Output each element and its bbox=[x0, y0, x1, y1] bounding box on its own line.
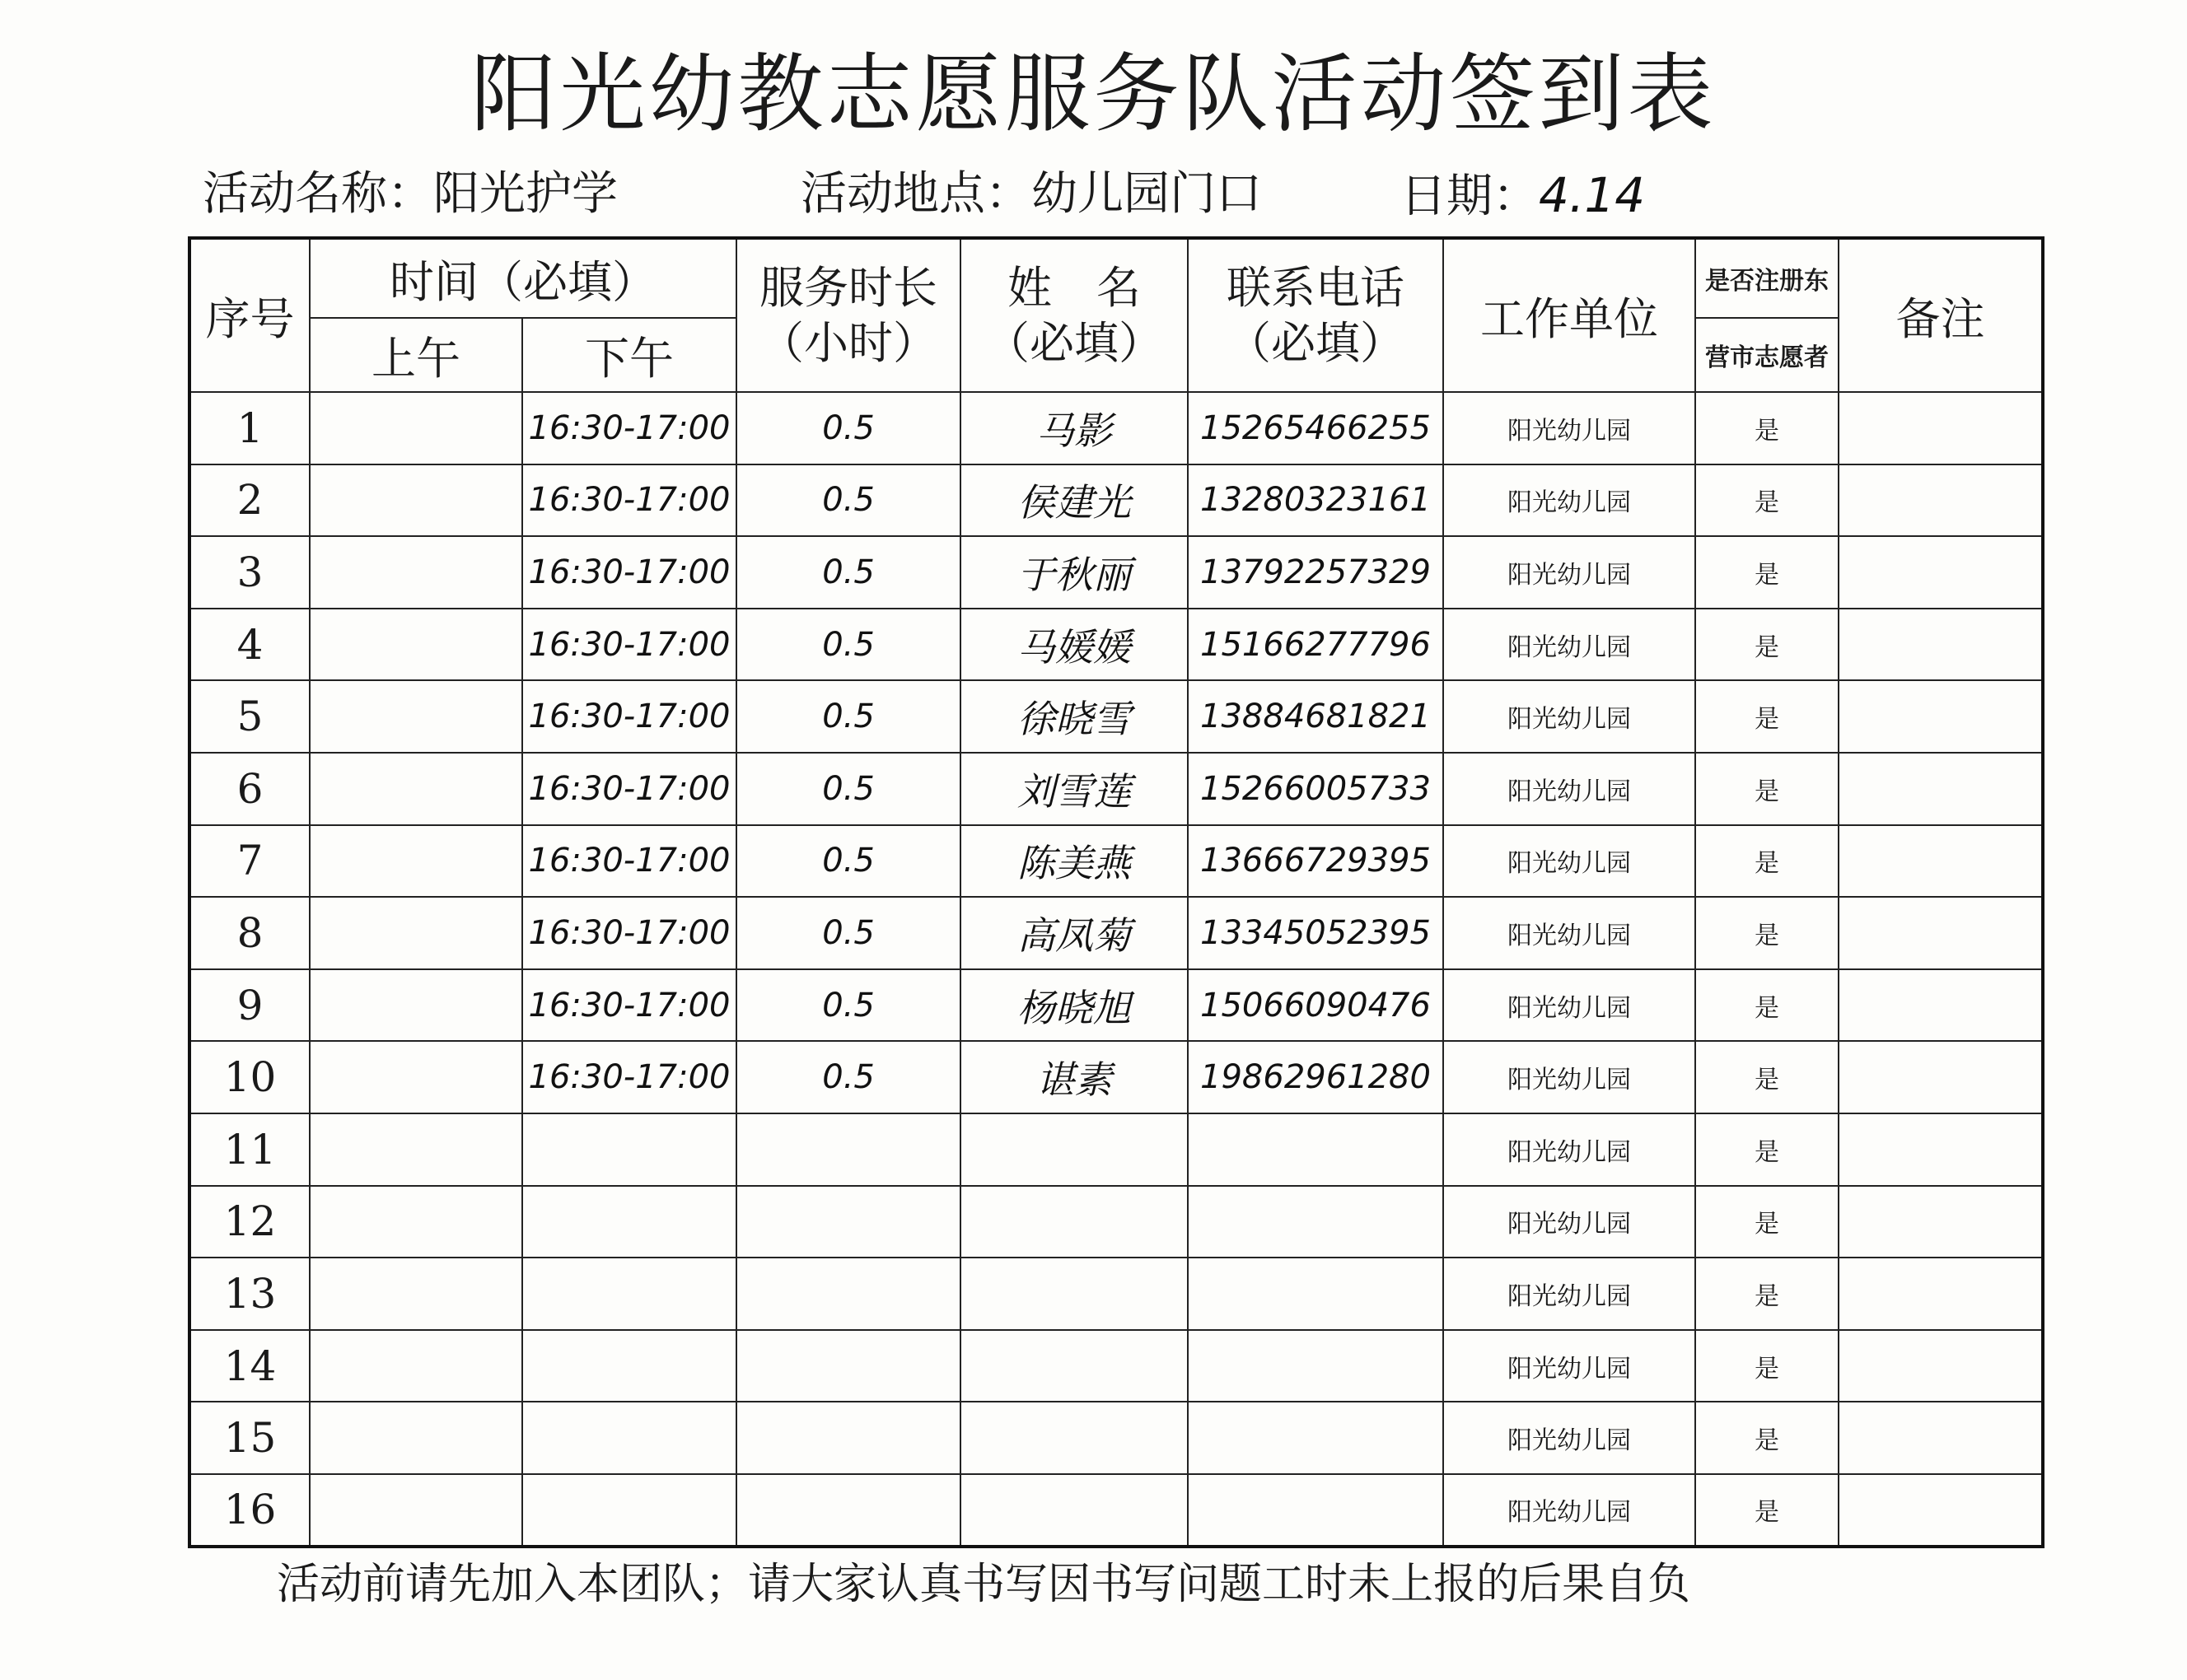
row-pm-time bbox=[522, 464, 736, 537]
table-row bbox=[189, 1402, 2043, 1474]
row-hours bbox=[736, 1330, 960, 1402]
row-unit: 阳光幼儿园 bbox=[1443, 897, 1695, 969]
row-name bbox=[960, 609, 1188, 681]
row-name bbox=[960, 680, 1188, 753]
row-hours bbox=[736, 680, 960, 753]
row-am-time bbox=[310, 1186, 522, 1258]
row-registered: 是 bbox=[1695, 609, 1839, 681]
row-hours bbox=[736, 1258, 960, 1330]
row-hours-text: 0.5 bbox=[822, 769, 875, 808]
row-name-text: 马影 bbox=[1036, 408, 1112, 453]
row-hours bbox=[736, 1402, 960, 1474]
row-pm-time-text: 16:30-17:00 bbox=[528, 408, 731, 447]
row-name bbox=[960, 1330, 1188, 1402]
row-pm-time bbox=[522, 1186, 736, 1258]
row-name bbox=[960, 1474, 1188, 1547]
row-pm-time bbox=[522, 1041, 736, 1113]
header-pm: 下午 bbox=[522, 318, 736, 392]
row-unit: 阳光幼儿园 bbox=[1443, 392, 1695, 464]
row-name bbox=[960, 1041, 1188, 1113]
row-hours bbox=[736, 753, 960, 825]
row-unit: 阳光幼儿园 bbox=[1443, 1186, 1695, 1258]
row-hours bbox=[736, 1474, 960, 1547]
row-am-time bbox=[310, 897, 522, 969]
header-duration-line1: 服务时长 bbox=[759, 261, 937, 314]
activity-name-label: 活动名称： bbox=[203, 167, 433, 221]
row-registered: 是 bbox=[1695, 1258, 1839, 1330]
row-am-time bbox=[310, 1402, 522, 1474]
row-hours-text: 0.5 bbox=[822, 625, 875, 664]
header-seq: 序号 bbox=[189, 238, 310, 392]
row-phone bbox=[1188, 825, 1443, 898]
table-row bbox=[189, 825, 2043, 898]
row-registered: 是 bbox=[1695, 1330, 1839, 1402]
row-remarks bbox=[1839, 1041, 2043, 1113]
row-pm-time bbox=[522, 1258, 736, 1330]
row-unit: 阳光幼儿园 bbox=[1443, 680, 1695, 753]
row-registered: 是 bbox=[1695, 1186, 1839, 1258]
row-registered: 是 bbox=[1695, 392, 1839, 464]
row-unit: 阳光幼儿园 bbox=[1443, 1113, 1695, 1186]
row-am-time bbox=[310, 609, 522, 681]
row-name bbox=[960, 392, 1188, 464]
row-hours-text: 0.5 bbox=[822, 408, 875, 447]
row-pm-time-text: 16:30-17:00 bbox=[528, 1058, 731, 1097]
row-phone-text: 15066090476 bbox=[1200, 986, 1431, 1024]
row-phone bbox=[1188, 1186, 1443, 1258]
row-phone bbox=[1188, 536, 1443, 609]
row-seq: 5 bbox=[189, 680, 310, 753]
row-name-text: 马媛媛 bbox=[1017, 624, 1131, 670]
row-hours-text: 0.5 bbox=[822, 553, 875, 591]
header-duration-line2: （小时） bbox=[759, 317, 937, 369]
header-time: 时间（必填） bbox=[310, 238, 736, 318]
row-phone bbox=[1188, 1113, 1443, 1186]
header-unit: 工作单位 bbox=[1443, 238, 1695, 392]
row-unit: 阳光幼儿园 bbox=[1443, 753, 1695, 825]
row-name bbox=[960, 969, 1188, 1042]
table-body bbox=[189, 392, 2043, 1547]
row-name bbox=[960, 1258, 1188, 1330]
row-seq: 3 bbox=[189, 536, 310, 609]
row-phone-text: 19862961280 bbox=[1200, 1058, 1431, 1097]
header-remarks: 备注 bbox=[1839, 238, 2043, 392]
row-registered: 是 bbox=[1695, 825, 1839, 898]
row-unit: 阳光幼儿园 bbox=[1443, 1258, 1695, 1330]
row-pm-time-text: 16:30-17:00 bbox=[528, 913, 731, 952]
row-pm-time bbox=[522, 609, 736, 681]
row-hours-text: 0.5 bbox=[822, 986, 875, 1024]
row-registered: 是 bbox=[1695, 1113, 1839, 1186]
table-row bbox=[189, 1186, 2043, 1258]
row-seq: 13 bbox=[189, 1258, 310, 1330]
row-name bbox=[960, 536, 1188, 609]
row-unit: 阳光幼儿园 bbox=[1443, 1474, 1695, 1547]
row-pm-time-text: 16:30-17:00 bbox=[528, 625, 731, 664]
row-name bbox=[960, 1186, 1188, 1258]
activity-location bbox=[801, 167, 1262, 221]
row-hours bbox=[736, 1113, 960, 1186]
row-unit: 阳光幼儿园 bbox=[1443, 536, 1695, 609]
row-unit: 阳光幼儿园 bbox=[1443, 1041, 1695, 1113]
row-pm-time bbox=[522, 1113, 736, 1186]
row-am-time bbox=[310, 392, 522, 464]
row-am-time bbox=[310, 1113, 522, 1186]
header-duration bbox=[736, 238, 960, 392]
table-row bbox=[189, 392, 2043, 464]
row-hours bbox=[736, 536, 960, 609]
row-seq: 14 bbox=[189, 1330, 310, 1402]
activity-date-label: 日期： bbox=[1400, 170, 1539, 223]
row-am-time bbox=[310, 969, 522, 1042]
table-row bbox=[189, 753, 2043, 825]
row-phone bbox=[1188, 1041, 1443, 1113]
activity-date bbox=[1400, 167, 1646, 223]
row-registered: 是 bbox=[1695, 464, 1839, 537]
row-phone-text: 13280323161 bbox=[1200, 481, 1431, 520]
row-hours-text: 0.5 bbox=[822, 1058, 875, 1097]
row-pm-time-text: 16:30-17:00 bbox=[528, 769, 731, 808]
row-am-time bbox=[310, 825, 522, 898]
row-phone bbox=[1188, 464, 1443, 537]
row-hours bbox=[736, 609, 960, 681]
row-phone-text: 13884681821 bbox=[1200, 698, 1431, 736]
sign-in-table bbox=[188, 236, 2044, 1548]
activity-date-value: 4.14 bbox=[1539, 167, 1646, 223]
row-seq: 12 bbox=[189, 1186, 310, 1258]
header-name-line1: 姓 名 bbox=[1007, 261, 1141, 314]
row-remarks bbox=[1839, 680, 2043, 753]
row-seq: 1 bbox=[189, 392, 310, 464]
activity-name-value: 阳光护学 bbox=[433, 167, 618, 221]
row-pm-time bbox=[522, 536, 736, 609]
row-registered: 是 bbox=[1695, 536, 1839, 609]
row-seq: 6 bbox=[189, 753, 310, 825]
row-pm-time bbox=[522, 897, 736, 969]
row-pm-time-text: 16:30-17:00 bbox=[528, 842, 731, 880]
table-row bbox=[189, 464, 2043, 537]
row-remarks bbox=[1839, 1474, 2043, 1547]
page-title: 阳光幼教志愿服务队活动签到表 bbox=[470, 44, 1717, 144]
header-phone-line2: （必填） bbox=[1227, 317, 1404, 369]
row-remarks bbox=[1839, 609, 2043, 681]
row-name-text: 杨晓旭 bbox=[1017, 985, 1131, 1030]
row-registered: 是 bbox=[1695, 1474, 1839, 1547]
table-row bbox=[189, 1258, 2043, 1330]
row-hours bbox=[736, 969, 960, 1042]
table-row bbox=[189, 1041, 2043, 1113]
row-registered: 是 bbox=[1695, 1041, 1839, 1113]
row-phone bbox=[1188, 392, 1443, 464]
row-am-time bbox=[310, 1041, 522, 1113]
row-am-time bbox=[310, 680, 522, 753]
row-pm-time-text: 16:30-17:00 bbox=[528, 986, 731, 1024]
row-remarks bbox=[1839, 1330, 2043, 1402]
row-name-text: 刘雪莲 bbox=[1017, 768, 1131, 814]
row-phone-text: 15265466255 bbox=[1200, 408, 1431, 447]
row-remarks bbox=[1839, 392, 2043, 464]
table-row bbox=[189, 1474, 2043, 1547]
row-am-time bbox=[310, 464, 522, 537]
row-pm-time bbox=[522, 1474, 736, 1547]
row-remarks bbox=[1839, 753, 2043, 825]
row-remarks bbox=[1839, 1402, 2043, 1474]
header-registered-line1: 是否注册东 bbox=[1695, 238, 1839, 318]
row-seq: 4 bbox=[189, 609, 310, 681]
table-row bbox=[189, 609, 2043, 681]
row-am-time bbox=[310, 1474, 522, 1547]
row-phone bbox=[1188, 680, 1443, 753]
activity-location-label: 活动地点： bbox=[801, 167, 1031, 221]
row-phone-text: 13666729395 bbox=[1200, 842, 1431, 880]
row-name-text: 陈美燕 bbox=[1017, 841, 1131, 886]
table-row bbox=[189, 1330, 2043, 1402]
row-unit: 阳光幼儿园 bbox=[1443, 1402, 1695, 1474]
row-name bbox=[960, 825, 1188, 898]
row-hours bbox=[736, 464, 960, 537]
row-seq: 10 bbox=[189, 1041, 310, 1113]
row-name bbox=[960, 897, 1188, 969]
row-hours bbox=[736, 392, 960, 464]
header-name bbox=[960, 238, 1188, 392]
row-am-time bbox=[310, 1258, 522, 1330]
row-phone-text: 15166277796 bbox=[1200, 625, 1431, 664]
header-phone bbox=[1188, 238, 1443, 392]
row-pm-time-text: 16:30-17:00 bbox=[528, 698, 731, 736]
table-row bbox=[189, 969, 2043, 1042]
row-pm-time bbox=[522, 1330, 736, 1402]
row-phone-text: 15266005733 bbox=[1200, 769, 1431, 808]
row-registered: 是 bbox=[1695, 753, 1839, 825]
row-remarks bbox=[1839, 464, 2043, 537]
footer-note: 活动前请先加入本团队；请大家认真书写因书写问题工时未上报的后果自负 bbox=[277, 1560, 1691, 1609]
activity-name bbox=[203, 167, 618, 221]
row-name bbox=[960, 753, 1188, 825]
row-hours-text: 0.5 bbox=[822, 913, 875, 952]
row-registered: 是 bbox=[1695, 969, 1839, 1042]
row-name bbox=[960, 464, 1188, 537]
row-registered: 是 bbox=[1695, 897, 1839, 969]
row-phone bbox=[1188, 1330, 1443, 1402]
row-name bbox=[960, 1402, 1188, 1474]
row-seq: 11 bbox=[189, 1113, 310, 1186]
header-registered-line2: 营市志愿者 bbox=[1695, 318, 1839, 392]
row-phone bbox=[1188, 1474, 1443, 1547]
row-remarks bbox=[1839, 897, 2043, 969]
row-remarks bbox=[1839, 825, 2043, 898]
row-registered: 是 bbox=[1695, 680, 1839, 753]
row-hours-text: 0.5 bbox=[822, 481, 875, 520]
row-name-text: 高凤菊 bbox=[1017, 912, 1131, 958]
row-remarks bbox=[1839, 969, 2043, 1042]
row-remarks bbox=[1839, 1186, 2043, 1258]
row-remarks bbox=[1839, 536, 2043, 609]
table-row bbox=[189, 897, 2043, 969]
row-remarks bbox=[1839, 1258, 2043, 1330]
row-am-time bbox=[310, 753, 522, 825]
row-seq: 2 bbox=[189, 464, 310, 537]
row-pm-time bbox=[522, 825, 736, 898]
row-name bbox=[960, 1113, 1188, 1186]
header-name-line2: （必填） bbox=[985, 317, 1163, 369]
row-phone bbox=[1188, 609, 1443, 681]
row-phone-text: 13792257329 bbox=[1200, 553, 1431, 591]
row-remarks bbox=[1839, 1113, 2043, 1186]
row-name-text: 侯建光 bbox=[1017, 480, 1131, 525]
row-hours bbox=[736, 825, 960, 898]
row-pm-time-text: 16:30-17:00 bbox=[528, 553, 731, 591]
row-pm-time-text: 16:30-17:00 bbox=[528, 481, 731, 520]
row-name-text: 于秋丽 bbox=[1017, 552, 1131, 597]
row-phone-text: 13345052395 bbox=[1200, 913, 1431, 952]
row-seq: 15 bbox=[189, 1402, 310, 1474]
table-row bbox=[189, 1113, 2043, 1186]
row-am-time bbox=[310, 536, 522, 609]
row-seq: 16 bbox=[189, 1474, 310, 1547]
row-unit: 阳光幼儿园 bbox=[1443, 969, 1695, 1042]
row-hours bbox=[736, 1186, 960, 1258]
header-am: 上午 bbox=[310, 318, 522, 392]
row-phone bbox=[1188, 753, 1443, 825]
row-name-text: 徐晓雪 bbox=[1017, 697, 1131, 742]
table-row bbox=[189, 536, 2043, 609]
header-phone-line1: 联系电话 bbox=[1227, 261, 1404, 314]
row-pm-time bbox=[522, 392, 736, 464]
row-phone bbox=[1188, 1402, 1443, 1474]
row-am-time bbox=[310, 1330, 522, 1402]
row-phone bbox=[1188, 1258, 1443, 1330]
row-unit: 阳光幼儿园 bbox=[1443, 1330, 1695, 1402]
row-hours-text: 0.5 bbox=[822, 698, 875, 736]
row-registered: 是 bbox=[1695, 1402, 1839, 1474]
row-hours-text: 0.5 bbox=[822, 842, 875, 880]
row-seq: 8 bbox=[189, 897, 310, 969]
row-phone bbox=[1188, 897, 1443, 969]
row-seq: 7 bbox=[189, 825, 310, 898]
row-hours bbox=[736, 897, 960, 969]
row-phone bbox=[1188, 969, 1443, 1042]
row-pm-time bbox=[522, 969, 736, 1042]
table-row bbox=[189, 680, 2043, 753]
row-unit: 阳光幼儿园 bbox=[1443, 609, 1695, 681]
row-hours bbox=[736, 1041, 960, 1113]
row-seq: 9 bbox=[189, 969, 310, 1042]
row-pm-time bbox=[522, 753, 736, 825]
row-name-text: 谌素 bbox=[1036, 1057, 1112, 1103]
row-pm-time bbox=[522, 680, 736, 753]
row-pm-time bbox=[522, 1402, 736, 1474]
activity-location-value: 幼儿园门口 bbox=[1031, 167, 1262, 221]
row-unit: 阳光幼儿园 bbox=[1443, 825, 1695, 898]
row-unit: 阳光幼儿园 bbox=[1443, 464, 1695, 537]
